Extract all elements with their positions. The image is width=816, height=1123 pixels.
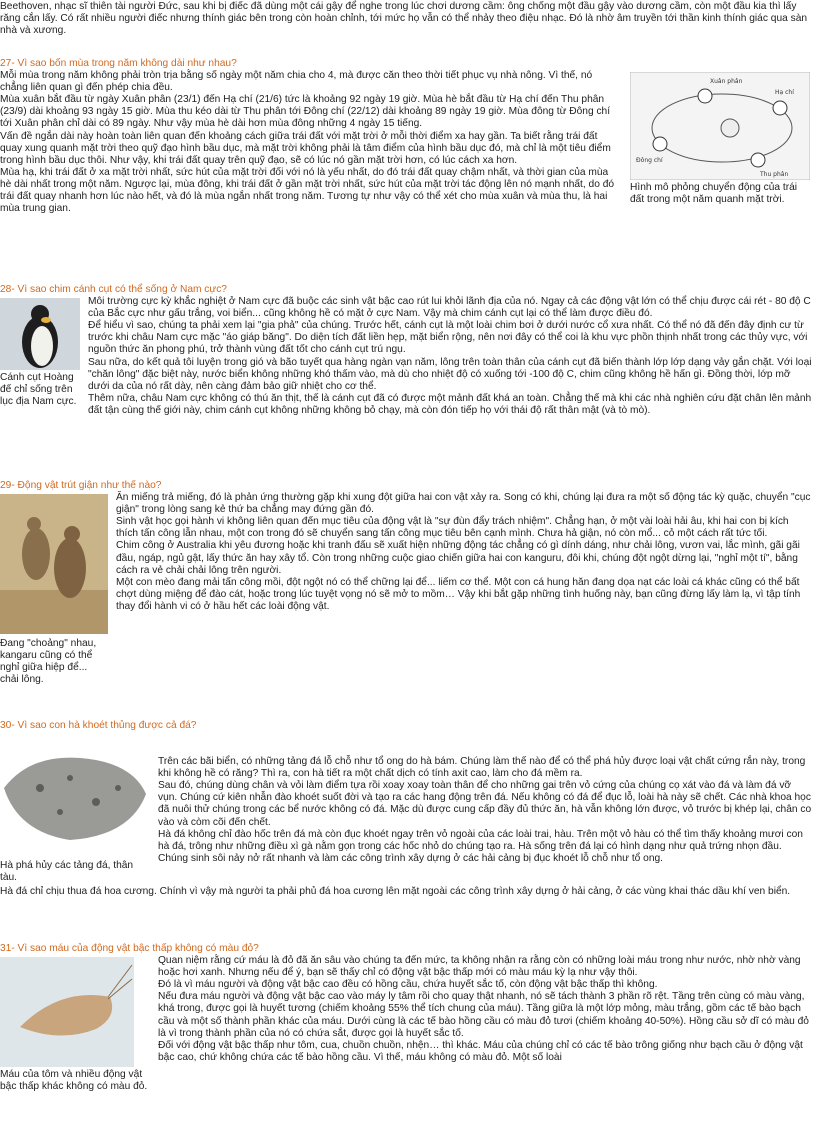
section-29-p4: Một con mèo đang mải tấn công mồi, đột ngột nó có thể chững lại để... liếm cơ thể. Một con cá hung hăn đang dọa nạt các loài cá khác cũng có thể bất chợt dùng miệng để đào cát, hoặc trong lúc tuyệt vọng nó sẽ mở to mồm… Vậy khi bắt gặp những tình huống này, bạn cũng đừng lấy làm lạ, vì tập tính thay đổi hành vi có ở hầu hết các loài động vật.: [116, 576, 801, 612]
section-28: [0, 284, 812, 417]
shrimp-photo: [0, 957, 134, 1067]
rock-figure: [0, 748, 150, 884]
section-31: [0, 943, 812, 1095]
section-31-p2: Đó là vì máu người và động vật bậc cao đều có hồng cầu, chứa huyết sắc tố, còn động vật bậc thấp thì không.: [158, 979, 658, 991]
section-29-p2: Sinh vật học gọi hành vi không liên quan đến mục tiêu của động vật là "sự đùn đẩy trách nhiệm". Chẳng hạn, ở một vài loài hải âu, khi hai con bị kích thích tấn công lẫn nhau, một con trong đó sẽ chuyển sang tấn công mục tiêu bên cạnh mình. Chưa hả giận, nó còn mổ... cỏ một cách rất tức tối.: [116, 516, 789, 540]
section-29-p3: Chim công ở Australia khi yêu đương hoặc khi tranh đấu sẽ xuất hiện những động tác chẳng có gì dính dáng, như chải lông, vươn vai, lắc mình, gãi gãi đầu, ngáp, ngủ gật, lấy thức ăn hay xây tổ. Còn trong những cuộc giao chiến giữa hai con kanguru, đôi khi, chúng đột ngột dừng lại, "nghỉ một tí", bằng cách ra vẻ chải chải lông trên người.: [116, 540, 800, 576]
section-29: [0, 480, 812, 688]
rock-photo: [0, 748, 150, 846]
section-30-p4: Hà đá chỉ chịu thua đá hoa cương. Chính vì vậy mà người ta phải phủ đá hoa cương lên mặt ngoài các công trình xây dựng ở hải cảng, ở các vùng khai thác dầu khí ven biển.: [0, 886, 791, 898]
orbit-diagram: [630, 72, 810, 180]
section-31-p1: Quan niệm rằng cứ máu là đỏ đã ăn sâu vào chúng ta đến mức, ta không nhận ra rằng còn có những loài máu trong như nước, nhờ nhờ vàng hoặc hơi xanh. Nhưng nếu để ý, bạn sẽ thấy chỉ có động vật bậc thấp mới có màu máu kỳ lạ như vậy thôi.: [158, 955, 801, 979]
section-30-heading: 30- Vì sao con hà khoét thủng được cả đá?: [0, 720, 197, 731]
section-27-p3: Vấn đề ngắn dài này hoàn toàn liên quan đến khoảng cách giữa trái đất với mặt trời ở mỗi thời điểm xa hay gần. Ta biết rằng trái đất quay xung quanh mặt trời theo quỹ đạo hình bầu dục, mà mặt trời không phải là tâm điểm của hình bầu dục đó, mà chỉ là một tiêu điểm trong hình bầu dục thôi. Như vậy, khi trái đất quay trên quỹ đạo, sẽ có lúc nó gần mặt trời hơn, có lúc cách xa hơn.: [0, 130, 611, 166]
intro-block: [0, 1, 812, 37]
section-28-heading: 28- Vì sao chim cánh cụt có thể sống ở Nam cực?: [0, 284, 227, 295]
earth-icon: [653, 137, 667, 151]
rock-caption: Hà phá hủy các tảng đá, thân tàu.: [0, 860, 134, 884]
section-28-p2: Để hiểu vì sao, chúng ta phải xem lại "gia phả" của chúng. Trước hết, cánh cụt là một loài chim bơi ở dưới nước cổ xưa nhất. Có thể nó đã đến đây định cư từ trước khi châu Nam cực mặc "áo giáp băng". Do diện tích đất liền hẹp, mặt biển rộng, nên nơi đây có thể coi là khu vực phồn thịnh nhất trong các thủy vực, với nguồn thức ăn phong phú, trở thành vùng đất tốt cho cánh cụt trú ngụ.: [88, 320, 808, 356]
section-27-heading: 27- Vì sao bốn mùa trong năm không dài như nhau?: [0, 58, 237, 69]
section-27-p1: Mỗi mùa trong năm không phải tròn trịa bằng số ngày một năm chia cho 4, mà được căn theo thời tiết phục vụ nhà nông. Vì thế, nó chẳng liên quan gì đến phép chia đều.: [0, 70, 593, 94]
penguin-figure: [0, 298, 80, 408]
section-29-p1: Ăn miếng trả miếng, đó là phản ứng thường gặp khi xung đột giữa hai con vật xảy ra. Song có khi, chúng lại đưa ra một số động tác kỳ quặc, chuyển "cục giận" trong lòng sang kẻ thứ ba chẳng may đứng gần đó.: [116, 492, 811, 516]
section-30: [0, 720, 812, 898]
section-28-p4: Thêm nữa, châu Nam cực không có thú ăn thịt, thế là cánh cụt đã có được một mảnh đất khá an toàn. Chẳng thế mà khi các nhà nghiên cứu đặt chân lên mảnh đất tận cùng thế giới này, chim cánh cụt không những không bỏ chạy, mà còn đón tiếp họ với thái độ rất thân mật (và tò mò).: [88, 392, 812, 416]
sun-icon: [721, 119, 739, 137]
section-28-p3: Sau nữa, do kết quả tôi luyện trong gió và bão tuyết qua hàng ngàn vạn năm, lông trên toàn thân của cánh cụt đã biến thành lớp lớp dạng vảy gắn chặt. Với loại "chăn lông" đặc biệt này, nước biển không những khó thấm vào, mà dù cho nhiệt độ có xuống tới -100 độ C, chim cũng không hề hấn gì. Đồng thời, lớp mỡ dưới da của nó rất dày, nên càng đảm bảo giữ nhiệt cho cơ thể.: [88, 356, 812, 392]
diagram-label: Đông chí: [636, 157, 663, 165]
section-27: [0, 58, 812, 215]
orbit-figure: [630, 72, 810, 206]
section-27-p4: Mùa hạ, khi trái đất ở xa mặt trời nhất, sức hút của mặt trời đối với nó là yếu nhất, do đó trái đất quay chậm nhất, và thời gian của mùa hè dài nhất trong một năm. Ngược lại, mùa đông, khi trái đất ở gần mặt trời nhất, sức hút của mặt trời tác động lên nó mạnh nhất, do đó trái đất quay nhanh hơn lúc nào hết, và đó là mùa ngắn nhất trong năm. Tương tự như vậy có thể xét cho mùa xuân và mùa thu, là hai mùa trung gian.: [0, 166, 615, 215]
section-30-p3: Hà đá không chỉ đào hốc trên đá mà còn đục khoét ngay trên vỏ ngoài của các loài trai, hàu. Trên một vỏ hàu có thể tìm thấy khoảng mươi con hà đá, trông như những điều xì gà nằm gọn trong các hốc nhỏ do chúng tạo ra. Hà sống trên đá lại có hình dạng như quả trứng nhọn đầu. Chúng sinh sôi nảy nở rất nhanh và làm các công trình xây dựng ở các hải cảng bị đục khoét lỗ chỗ như tổ ong.: [158, 828, 803, 864]
section-27-p2: Mùa xuân bắt đầu từ ngày Xuân phân (23/1) đến Hạ chí (21/6) tức là khoảng 92 ngày 19 giờ. Mùa hè bắt đầu từ Hạ chí đến Thu phân (23/9) dài khoảng 93 ngày 15 giờ. Mùa thu kéo dài từ Thu phân tới Đông chí (22/12) dài khoảng 89 ngày 19 giờ. Mùa đông từ Đông chí tới Xuân phân chỉ dài có 89 ngày. Như vậy mùa hè dài hơn mùa đông những 4 ngày 15 tiếng.: [0, 94, 611, 130]
diagram-label: Hạ chí: [775, 89, 794, 97]
section-29-heading: 29- Động vật trút giận như thế nào?: [0, 480, 162, 491]
section-31-p3: Nếu đưa máu người và động vật bậc cao vào máy ly tâm rồi cho quay thật nhanh, nó sẽ tách thành 3 phần rõ rệt. Tầng trên cùng có màu vàng, khá trong, được gọi là huyết tương (chiếm khoảng 55% thể tích chung của máu). Tầng giữa là một lớp mỏng, màu trắng, gồm các tế bào bạch cầu và một số thành phần khác của máu. Dưới cùng là các tế bào hồng cầu có màu đỏ tươi (chiếm khoảng 40-50%). Hồng cầu sở dĩ có màu đỏ là vì trong thành phần của nó có chứa sắt, được gọi là huyết sắc tố.: [158, 991, 809, 1039]
kangaroo-figure: [0, 494, 108, 686]
diagram-label: Xuân phân: [710, 78, 743, 86]
penguin-caption: Cánh cụt Hoàng đế chỉ sống trên lục địa Nam cực.: [0, 372, 77, 408]
penguin-photo: [0, 298, 80, 370]
section-30-p2: Sau đó, chúng dùng chân và vỏi làm điểm tựa rồi xoay xoay toàn thân để cho những gai trên vỏ cứng của chúng cọ xát vào đá và làm đá vỡ vụn. Chúng cứ kiên nhẫn đào khoét suốt đời và tạo ra các hang động trên đá. Nếu không có đá để đục lỗ, loài hà này sẽ chết. Các nhà khoa học đã nuôi thử chúng trong các bể nước không có đá. Mặc dù được cung cấp đầy đủ thức ăn, hà vẫn không lớn được, vỏ trước bị khép lại, chân co vào và còm cõi đến chết.: [158, 780, 812, 828]
earth-icon: [773, 101, 787, 115]
section-31-p4: Đối với động vật bậc thấp như tôm, cua, chuồn chuồn, nhện… thì khác. Máu của chúng chỉ có các tế bào trông giống như bạch cầu ở động vật bậc cao, chứ không chứa các tế bào hồng cầu. Vì thế, máu không có màu đỏ. Một số loài: [158, 1039, 803, 1063]
section-28-p1: Môi trường cực kỳ khắc nghiệt ở Nam cực đã buộc các sinh vật bậc cao rút lui khỏi lãnh địa của nó. Ngay cả các động vật lớn có thể chịu được cái rét - 80 độ C của Bắc cực như gấu trắng, voi biển... cũng không hề có mặt ở cực Nam. Vậy mà chim cánh cụt lại có thể làm được điều đó.: [88, 296, 811, 320]
shrimp-caption: Máu của tôm và nhiều động vật bậc thấp khác không có màu đỏ.: [0, 1069, 148, 1093]
section-31-heading: 31- Vì sao máu của động vật bậc thấp không có màu đỏ?: [0, 943, 259, 954]
earth-icon: [698, 89, 712, 103]
kangaroo-caption: Đang "choảng" nhau, kangaru cũng có thể nghỉ giữa hiệp để... chải lông.: [0, 638, 97, 686]
intro-paragraph: Beethoven, nhạc sĩ thiên tài người Đức, sau khi bị điếc đã dùng một cái gậy để nghe trong lúc chơi dương cầm: ông chống một đầu gậy vào dương cầm, còn một đầu kia thì lấy răng cắn lấy. Có rất nhiều người điếc nhưng thính giác bên trong còn hoàn chỉnh, tới mức họ vẫn có thể nhảy theo điệu nhạc. Đó là nhờ âm truyền tới thần kinh thính giác qua sàn nhà và xương.: [0, 1, 808, 37]
orbit-caption: Hình mô phỏng chuyển động của trái đất trong một năm quanh mặt trời.: [630, 182, 798, 206]
section-30-p1: Trên các bãi biển, có những tảng đá lỗ chỗ như tổ ong do hà bám. Chúng làm thế nào để có thể phá hủy được loại vật chất cứng rắn này, trong khi không hề có răng? Thì ra, con hà tiết ra một chất dịch có tính axit cao, làm cho đá mềm ra.: [158, 756, 806, 780]
diagram-label: Thu phân: [760, 171, 789, 179]
shrimp-figure: [0, 957, 150, 1093]
earth-icon: [751, 153, 765, 167]
kangaroo-photo: [0, 494, 108, 634]
